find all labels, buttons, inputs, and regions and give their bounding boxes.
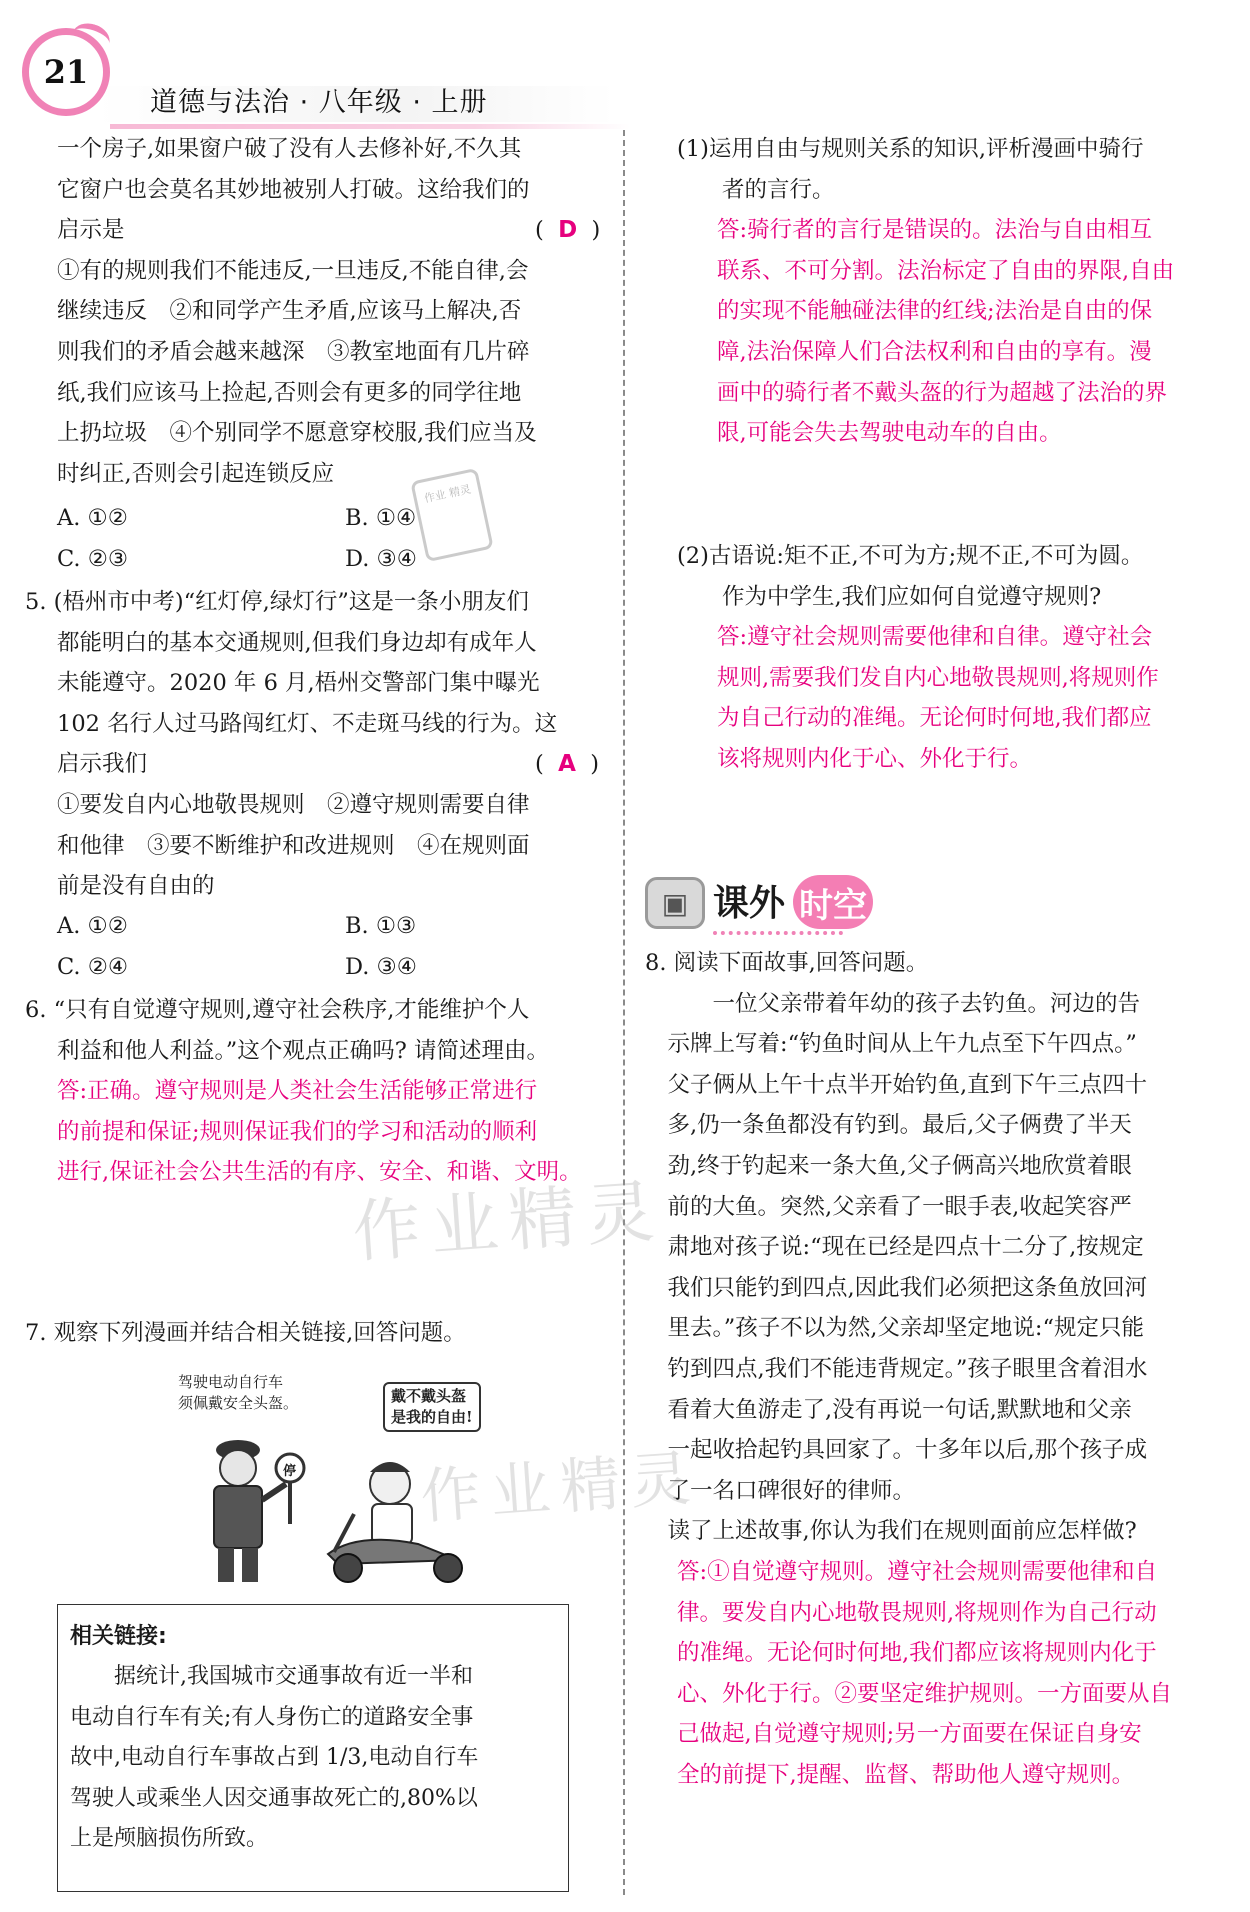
q7-1-answer: 答:骑行者的言行是错误的。法治与自由相互: [717, 217, 1153, 244]
banner-dots: [713, 931, 843, 935]
q5-line: 102 名行人过马路闯红灯、不走斑马线的行为。这: [57, 710, 558, 737]
q4-statement: 继续违反 ②和同学产生矛盾,应该马上解决,否: [57, 298, 522, 325]
q5-statement: 前是没有自由的: [57, 873, 215, 900]
q7-1-line: 者的言行。: [677, 176, 835, 203]
q8-line: 劲,终于钓起来一条大鱼,父子俩高兴地欣赏着眼: [645, 1152, 1132, 1179]
q7-stem: [25, 1313, 615, 1354]
q4-option-c: C. ②③: [57, 546, 129, 572]
q7-1-answer: 的实现不能触碰法律的红线;法治是自由的保: [717, 298, 1153, 325]
q7-1-answer: 限,可能会失去驾驶电动车的自由。: [717, 420, 1062, 447]
q5-line-text: 启示我们: [57, 751, 148, 778]
section-banner-extracurricular: [645, 875, 905, 945]
police-officer: [214, 1440, 286, 1582]
q7-line: 7. 观察下列漫画并结合相关链接,回答问题。: [25, 1320, 466, 1346]
q7-2-answer: 该将规则内化于心、外化于行。: [717, 745, 1033, 772]
q8-line: 示牌上写着:“钓鱼时间从上午九点至下午四点。”: [645, 1031, 1137, 1058]
q4-option-b: B. ①④: [345, 505, 417, 531]
q8-answer: 答:①自觉遵守规则。遵守社会规则需要他律和自: [677, 1558, 1158, 1585]
link-line: 驾驶人或乘坐人因交通事故死亡的,80%以: [70, 1785, 478, 1811]
q6-answer: 答:正确。遵守规则是人类社会生活能够正常进行: [57, 1078, 538, 1105]
q6-line: 利益和他人利益。”这个观点正确吗? 请简述理由。: [57, 1037, 549, 1064]
q7-1-answer: 障,法治保障人们合法权利和自由的享有。漫: [717, 338, 1152, 365]
q7-1-answer: 画中的骑行者不戴头盔的行为超越了法治的界: [717, 379, 1168, 406]
stop-sign-label: 停: [283, 1464, 297, 1479]
q8-answer: 律。要发自内心地敬畏规则,将规则作为自己行动: [677, 1599, 1157, 1626]
q4-line: 一个房子,如果窗户破了没有人去修补好,不久其: [57, 136, 522, 162]
q8-line: 父子俩从上午十点半开始钓鱼,直到下午三点四十: [645, 1071, 1148, 1098]
q6-answer: 的前提和保证;规则保证我们的学习和活动的顺利: [57, 1118, 538, 1145]
page-number: 21: [43, 53, 89, 91]
q5-option-d: D. ③④: [345, 954, 417, 980]
q8-line: 前的大鱼。突然,父亲看了一眼手表,收起笑容严: [645, 1193, 1132, 1220]
page-number-badge: [22, 28, 110, 116]
q4-line: 它窗户也会莫名其妙地被别人打破。这给我们的: [57, 176, 530, 203]
q7-1-answer: 联系、不可分割。法治标定了自由的界限,自由: [717, 257, 1175, 284]
rider-on-scooter: [328, 1462, 462, 1582]
q8-line: 钓到四点,我们不能违背规定。”孩子眼里含着泪水: [645, 1355, 1148, 1382]
q8-line: 8. 阅读下面故事,回答问题。: [645, 950, 929, 976]
watermark: 作业精灵: [418, 1443, 703, 1533]
book-title: 道德与法治 · 八年级 · 上册: [150, 87, 488, 118]
related-link-box: [57, 1604, 569, 1892]
q7-2-line: (2)古语说:矩不正,不可为方;规不正,不可为圆。: [677, 543, 1144, 569]
q8-line: 一起收拾起钓具回家了。十多年以后,那个孩子成: [645, 1437, 1148, 1464]
q8-line: 读了上述故事,你认为我们在规则面前应怎样做?: [645, 1518, 1137, 1545]
q5-line-last: [25, 744, 615, 785]
q5-statement: 和他律 ③要不断维护和改进规则 ④在规则面: [57, 832, 530, 859]
q8-line: 多,仍一条鱼都没有钓到。最后,父子俩费了半天: [645, 1112, 1132, 1139]
q8-line: 看着大鱼游走了,没有再说一句话,默默地和父亲: [645, 1396, 1132, 1423]
q8: [645, 943, 1245, 1795]
q5-line: 未能遵守。2020 年 6 月,梧州交警部门集中曝光: [57, 670, 540, 697]
q4-option-d: D. ③④: [345, 546, 417, 572]
q4-answer: D: [558, 217, 578, 244]
q5-statement: ①要发自内心地敬畏规则 ②遵守规则需要自律: [57, 791, 530, 818]
column-divider: [623, 130, 625, 1895]
cartoon-drawing: [158, 1364, 508, 1586]
q8-answer: 的准绳。无论何时何地,我们都应该将规则内化于: [677, 1640, 1157, 1667]
q5-stem: [25, 582, 615, 907]
cartoon-illustration: [158, 1364, 508, 1586]
bubble-line: 戴不戴头盔: [391, 1387, 467, 1405]
q8-line: 肃地对孩子说:“现在已经是四点十二分了,按规定: [645, 1234, 1144, 1261]
q8-answer: 全的前提下,提醒、监督、帮助他人遵守规则。: [677, 1761, 1135, 1788]
q4-answer-bracket: ( D ): [535, 217, 601, 244]
link-line: 据统计,我国城市交通事故有近一半和: [70, 1664, 473, 1689]
q6-answer: 进行,保证社会公共生活的有序、安全、和谐、文明。: [57, 1159, 582, 1186]
q8-line: 我们只能钓到四点,因此我们必须把这条鱼放回河: [645, 1274, 1148, 1301]
q6-line: 6. “只有自觉遵守规则,遵守社会秩序,才能维护个人: [25, 997, 530, 1023]
q6-stem: [25, 990, 615, 1193]
q7-1: [677, 129, 1237, 454]
bubble-line: 是我的自由!: [391, 1408, 473, 1426]
watermark: 作业精灵: [350, 1172, 667, 1273]
q4-line-last: [57, 210, 617, 251]
q7-2-answer: 规则,需要我们发自内心地敬畏规则,将规则作: [717, 664, 1159, 691]
q7-1-line: (1)运用自由与规则关系的知识,评析漫画中骑行: [677, 136, 1144, 162]
q8-line: 里去。”孩子不以为然,父亲却坚定地说:“规定只能: [645, 1315, 1144, 1342]
q5-option-b: B. ①③: [345, 913, 417, 939]
q4-stem: [57, 129, 617, 494]
q8-answer: 己做起,自觉遵守规则;另一方面要在保证自身安: [677, 1721, 1142, 1748]
q8-answer: 心、外化于行。②要坚定维护规则。一方面要从自: [677, 1680, 1173, 1707]
q5-line: 5. (梧州市中考)“红灯停,绿灯行”这是一条小朋友们: [25, 589, 529, 615]
related-link-body: [70, 1657, 560, 1860]
q5-option-a: A. ①②: [57, 913, 128, 939]
banner-highlight: 时空: [793, 875, 873, 929]
q4-statement: 则我们的矛盾会越来越深 ③教室地面有几片碎: [57, 338, 530, 365]
banner-text: 课外: [713, 883, 786, 924]
q5-answer: A: [558, 751, 576, 778]
q4-option-a: A. ①②: [57, 505, 128, 531]
related-link-title: 相关链接:: [70, 1624, 167, 1649]
q7-2-line: 作为中学生,我们应如何自觉遵守规则?: [677, 583, 1102, 610]
q7-2-answer: 答:遵守社会规则需要他律和自律。遵守社会: [717, 624, 1153, 651]
q5-option-c: C. ②④: [57, 954, 129, 980]
link-line: 上是颅脑损伤所致。: [70, 1826, 269, 1851]
q7-2: [677, 536, 1237, 780]
link-line: 电动自行车有关;有人身伤亡的道路安全事: [70, 1704, 474, 1730]
q4-statement: ①有的规则我们不能违反,一旦违反,不能自律,会: [57, 257, 529, 284]
link-line: 故中,电动自行车事故占到 1/3,电动自行车: [70, 1745, 479, 1770]
caption-line: 须佩戴安全头盔。: [178, 1394, 299, 1412]
q5-line: 都能明白的基本交通规则,但我们身边却有成年人: [57, 629, 537, 656]
q4-line-text: 启示是: [57, 217, 125, 244]
q8-line: 一位父亲带着年幼的孩子去钓鱼。河边的告: [645, 990, 1141, 1017]
q4-statement: 时纠正,否则会引起连锁反应: [57, 460, 335, 487]
q7-2-answer: 为自己行动的准绳。无论何时何地,我们都应: [717, 705, 1152, 732]
q4-statement: 上扔垃圾 ④个别同学不愿意穿校服,我们应当及: [57, 420, 537, 447]
q5-answer-bracket: ( A ): [535, 751, 599, 778]
stamp-watermark: 作业 精灵: [410, 468, 494, 562]
q8-line: 了一名口碑很好的律师。: [645, 1477, 916, 1504]
caption-line: 驾驶电动自行车: [178, 1373, 284, 1391]
tv-icon: ▣: [645, 877, 705, 929]
q4-statement: 纸,我们应该马上捡起,否则会有更多的同学往地: [57, 379, 522, 406]
